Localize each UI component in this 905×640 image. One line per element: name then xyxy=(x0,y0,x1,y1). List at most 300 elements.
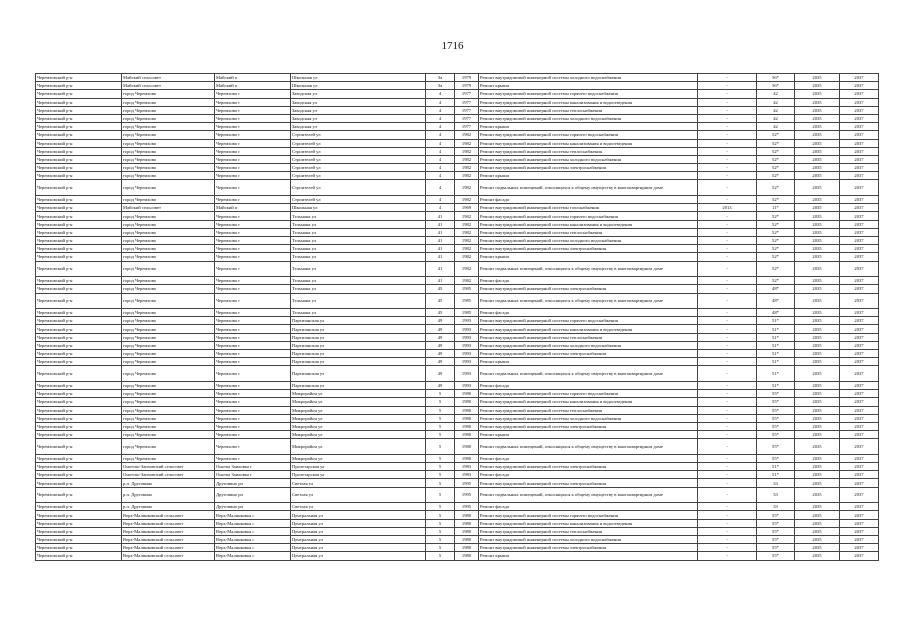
district-cell: Черемховский р-н xyxy=(36,398,122,406)
plan-start-cell: 2035 xyxy=(795,98,840,106)
district-cell: Черемховский р-н xyxy=(36,147,122,155)
table-row xyxy=(36,503,879,511)
settlement-cell: Черемхово г xyxy=(215,236,291,244)
municipality-cell: город Черемхово xyxy=(122,155,215,163)
plan-end-cell: 2037 xyxy=(840,220,879,228)
settlement-cell: Черемхово г xyxy=(215,212,291,220)
street-cell: Тельмана ул xyxy=(291,285,426,293)
last-repair-year-cell: - xyxy=(698,406,757,414)
wear-percent-cell: 11* xyxy=(757,204,795,212)
plan-start-cell: 2035 xyxy=(795,317,840,325)
plan-end-cell: 2037 xyxy=(840,350,879,358)
municipality-cell: город Черемхово xyxy=(122,236,215,244)
house-number-cell: 41 xyxy=(426,253,455,261)
district-cell: Черемховский р-н xyxy=(36,90,122,98)
build-year-cell: 1993 xyxy=(455,350,479,358)
plan-start-cell: 2035 xyxy=(795,147,840,155)
municipality-cell: Онотско-Заиховский сельсовет xyxy=(122,471,215,479)
municipality-cell: город Черемхово xyxy=(122,366,215,382)
street-cell: Микрорайон ул xyxy=(291,439,426,455)
plan-start-cell: 2035 xyxy=(795,309,840,317)
work-type-cell: Ремонт внутридомовой инженерной системы горячего водоснабжения xyxy=(479,511,698,519)
house-number-cell: 5 xyxy=(426,398,455,406)
plan-end-cell: 2037 xyxy=(840,398,879,406)
plan-end-cell: 2037 xyxy=(840,180,879,196)
plan-end-cell: 2037 xyxy=(840,366,879,382)
settlement-cell: Черемхово г xyxy=(215,180,291,196)
plan-start-cell: 2035 xyxy=(795,463,840,471)
build-year-cell: 1995 xyxy=(455,503,479,511)
plan-end-cell: 2037 xyxy=(840,341,879,349)
municipality-cell: город Черемхово xyxy=(122,114,215,122)
last-repair-year-cell: - xyxy=(698,147,757,155)
municipality-cell: р.п. Друговино xyxy=(122,503,215,511)
municipality-cell: город Черемхово xyxy=(122,90,215,98)
settlement-cell: Черемхово г xyxy=(215,293,291,309)
table-row xyxy=(36,114,879,122)
last-repair-year-cell: - xyxy=(698,439,757,455)
street-cell: Микрорайон ул xyxy=(291,414,426,422)
plan-start-cell: 2035 xyxy=(795,431,840,439)
street-cell: Пролетарская ул xyxy=(291,471,426,479)
municipality-cell: город Черемхово xyxy=(122,309,215,317)
build-year-cell: 1993 xyxy=(455,382,479,390)
house-number-cell: 5 xyxy=(426,519,455,527)
plan-end-cell: 2037 xyxy=(840,544,879,552)
wear-percent-cell: 55* xyxy=(757,544,795,552)
municipality-cell: Верх-Малинковский сельсовет xyxy=(122,519,215,527)
last-repair-year-cell: - xyxy=(698,471,757,479)
settlement-cell: Черемхово г xyxy=(215,90,291,98)
plan-start-cell: 2035 xyxy=(795,131,840,139)
plan-end-cell: 2037 xyxy=(840,422,879,430)
wear-percent-cell: 51* xyxy=(757,317,795,325)
district-cell: Черемховский р-н xyxy=(36,245,122,253)
district-cell: Черемховский р-н xyxy=(36,196,122,204)
plan-start-cell: 2035 xyxy=(795,398,840,406)
wear-percent-cell: 52* xyxy=(757,155,795,163)
build-year-cell: 1977 xyxy=(455,123,479,131)
district-cell: Черемховский р-н xyxy=(36,236,122,244)
municipality-cell: город Черемхово xyxy=(122,293,215,309)
table-row xyxy=(36,131,879,139)
district-cell: Черемховский р-н xyxy=(36,253,122,261)
build-year-cell: 1980 xyxy=(455,422,479,430)
house-number-cell: 4 xyxy=(426,196,455,204)
table-row xyxy=(36,204,879,212)
settlement-cell: Черемхово г xyxy=(215,325,291,333)
settlement-cell: Верх-Малинковка с xyxy=(215,511,291,519)
plan-end-cell: 2037 xyxy=(840,228,879,236)
build-year-cell: 1983 xyxy=(455,463,479,471)
table-row xyxy=(36,406,879,414)
plan-start-cell: 2035 xyxy=(795,454,840,462)
work-type-cell: Ремонт подвальных помещений, относящихся к общему имуществу в многоквартирном доме xyxy=(479,439,698,455)
wear-percent-cell: 55* xyxy=(757,527,795,535)
wear-percent-cell: 52* xyxy=(757,228,795,236)
municipality-cell: город Черемхово xyxy=(122,358,215,366)
plan-start-cell: 2035 xyxy=(795,164,840,172)
wear-percent-cell: 52* xyxy=(757,180,795,196)
house-number-cell: 4 xyxy=(426,155,455,163)
wear-percent-cell: 55* xyxy=(757,511,795,519)
work-type-cell: Ремонт внутридомовой инженерной системы электроснабжения xyxy=(479,422,698,430)
plan-end-cell: 2037 xyxy=(840,196,879,204)
district-cell: Черемховский р-н xyxy=(36,114,122,122)
work-type-cell: Ремонт внутридомовой инженерной системы холодного водоснабжения xyxy=(479,536,698,544)
build-year-cell: 1983 xyxy=(455,471,479,479)
street-cell: Центральная ул xyxy=(291,552,426,560)
last-repair-year-cell: - xyxy=(698,114,757,122)
build-year-cell: 1980 xyxy=(455,527,479,535)
plan-end-cell: 2037 xyxy=(840,293,879,309)
municipality-cell: город Черемхово xyxy=(122,220,215,228)
plan-start-cell: 2035 xyxy=(795,341,840,349)
work-type-cell: Ремонт внутридомовой инженерной системы холодного водоснабжения xyxy=(479,414,698,422)
build-year-cell: 1977 xyxy=(455,98,479,106)
build-year-cell: 1982 xyxy=(455,220,479,228)
work-type-cell: Ремонт внутридомовой инженерной системы электроснабжения xyxy=(479,164,698,172)
last-repair-year-cell: - xyxy=(698,74,757,82)
last-repair-year-cell: 2013 xyxy=(698,204,757,212)
house-number-cell: 5 xyxy=(426,422,455,430)
house-number-cell: 5 xyxy=(426,479,455,487)
plan-start-cell: 2035 xyxy=(795,358,840,366)
work-type-cell: Ремонт внутридомовой инженерной системы электроснабжения xyxy=(479,463,698,471)
house-number-cell: 49 xyxy=(426,382,455,390)
last-repair-year-cell: - xyxy=(698,253,757,261)
plan-start-cell: 2035 xyxy=(795,82,840,90)
plan-start-cell: 2035 xyxy=(795,180,840,196)
plan-end-cell: 2037 xyxy=(840,527,879,535)
build-year-cell: 1982 xyxy=(455,228,479,236)
district-cell: Черемховский р-н xyxy=(36,293,122,309)
work-type-cell: Ремонт подвальных помещений, относящихся к общему имуществу в многоквартирном доме xyxy=(479,487,698,503)
work-type-cell: Ремонт подвальных помещений, относящихся к общему имуществу в многоквартирном доме xyxy=(479,261,698,277)
street-cell: Строителей ул xyxy=(291,172,426,180)
district-cell: Черемховский р-н xyxy=(36,439,122,455)
street-cell: Партизанская ул xyxy=(291,366,426,382)
district-cell: Черемховский р-н xyxy=(36,341,122,349)
plan-end-cell: 2037 xyxy=(840,552,879,560)
build-year-cell: 1982 xyxy=(455,164,479,172)
municipality-cell: город Черемхово xyxy=(122,180,215,196)
wear-percent-cell: 42 xyxy=(757,98,795,106)
municipality-cell: город Черемхово xyxy=(122,253,215,261)
work-type-cell: Ремонт внутридомовой инженерной системы горячего водоснабжения xyxy=(479,317,698,325)
plan-start-cell: 2035 xyxy=(795,74,840,82)
table-row xyxy=(36,350,879,358)
district-cell: Черемховский р-н xyxy=(36,106,122,114)
last-repair-year-cell: - xyxy=(698,519,757,527)
plan-end-cell: 2037 xyxy=(840,479,879,487)
plan-start-cell: 2035 xyxy=(795,261,840,277)
district-cell: Черемховский р-н xyxy=(36,511,122,519)
work-type-cell: Ремонт крыши xyxy=(479,172,698,180)
build-year-cell: 1982 xyxy=(455,277,479,285)
last-repair-year-cell: - xyxy=(698,398,757,406)
work-type-cell: Ремонт крыши xyxy=(479,358,698,366)
table-row xyxy=(36,333,879,341)
plan-start-cell: 2035 xyxy=(795,406,840,414)
build-year-cell: 1977 xyxy=(455,90,479,98)
repair-schedule-table xyxy=(35,73,879,561)
table-row xyxy=(36,164,879,172)
table-row xyxy=(36,253,879,261)
plan-start-cell: 2035 xyxy=(795,382,840,390)
street-cell: Микрорайон ул xyxy=(291,454,426,462)
build-year-cell: 1982 xyxy=(455,147,479,155)
table-row xyxy=(36,511,879,519)
table-row xyxy=(36,293,879,309)
build-year-cell: 1979 xyxy=(455,82,479,90)
table-row xyxy=(36,544,879,552)
build-year-cell: 1980 xyxy=(455,390,479,398)
municipality-cell: город Черемхово xyxy=(122,277,215,285)
wear-percent-cell: 55* xyxy=(757,414,795,422)
build-year-cell: 1982 xyxy=(455,212,479,220)
street-cell: Строителей ул xyxy=(291,139,426,147)
last-repair-year-cell: - xyxy=(698,106,757,114)
district-cell: Черемховский р-н xyxy=(36,180,122,196)
street-cell: Тельмана ул xyxy=(291,309,426,317)
house-number-cell: 5 xyxy=(426,454,455,462)
table-row xyxy=(36,463,879,471)
municipality-cell: р.п. Друговино xyxy=(122,479,215,487)
municipality-cell: город Черемхово xyxy=(122,139,215,147)
district-cell: Черемховский р-н xyxy=(36,454,122,462)
district-cell: Черемховский р-н xyxy=(36,317,122,325)
district-cell: Черемховский р-н xyxy=(36,527,122,535)
settlement-cell: Черемхово г xyxy=(215,196,291,204)
settlement-cell: Черемхово г xyxy=(215,155,291,163)
plan-end-cell: 2037 xyxy=(840,82,879,90)
work-type-cell: Ремонт внутридомовой инженерной системы канализования и водоотведения xyxy=(479,98,698,106)
wear-percent-cell: 51* xyxy=(757,382,795,390)
street-cell: Тельмана ул xyxy=(291,220,426,228)
wear-percent-cell: 52* xyxy=(757,245,795,253)
work-type-cell: Ремонт внутридомовой инженерной системы газоснабжения xyxy=(479,204,698,212)
plan-end-cell: 2037 xyxy=(840,261,879,277)
build-year-cell: 1995 xyxy=(455,479,479,487)
municipality-cell: Верх-Малинковский сельсовет xyxy=(122,527,215,535)
plan-end-cell: 2037 xyxy=(840,519,879,527)
wear-percent-cell: 55* xyxy=(757,519,795,527)
last-repair-year-cell: - xyxy=(698,82,757,90)
plan-end-cell: 2037 xyxy=(840,98,879,106)
street-cell: Партизанская ул xyxy=(291,333,426,341)
house-number-cell: 4 xyxy=(426,114,455,122)
settlement-cell: Черемхово г xyxy=(215,454,291,462)
wear-percent-cell: 33 xyxy=(757,487,795,503)
work-type-cell: Ремонт внутридомовой инженерной системы теплоснабжения xyxy=(479,406,698,414)
municipality-cell: город Черемхово xyxy=(122,245,215,253)
build-year-cell: 1980 xyxy=(455,544,479,552)
settlement-cell: Черемхово г xyxy=(215,414,291,422)
plan-start-cell: 2035 xyxy=(795,333,840,341)
work-type-cell: Ремонт внутридомовой инженерной системы электроснабжения xyxy=(479,544,698,552)
table-row xyxy=(36,414,879,422)
last-repair-year-cell: - xyxy=(698,90,757,98)
work-type-cell: Ремонт внутридомовой инженерной системы холодного водоснабжения xyxy=(479,114,698,122)
plan-start-cell: 2035 xyxy=(795,422,840,430)
district-cell: Черемховский р-н xyxy=(36,366,122,382)
plan-end-cell: 2037 xyxy=(840,253,879,261)
work-type-cell: Ремонт внутридомовой инженерной системы электроснабжения xyxy=(479,245,698,253)
wear-percent-cell: 55* xyxy=(757,398,795,406)
work-type-cell: Ремонт фасада xyxy=(479,454,698,462)
house-number-cell: 4 xyxy=(426,180,455,196)
last-repair-year-cell: - xyxy=(698,164,757,172)
build-year-cell: 1980 xyxy=(455,536,479,544)
work-type-cell: Ремонт внутридомовой инженерной системы канализования и водоотведения xyxy=(479,519,698,527)
work-type-cell: Ремонт внутридомовой инженерной системы электроснабжения xyxy=(479,479,698,487)
district-cell: Черемховский р-н xyxy=(36,333,122,341)
plan-start-cell: 2035 xyxy=(795,90,840,98)
wear-percent-cell: 55* xyxy=(757,552,795,560)
settlement-cell: Верх-Малинковка с xyxy=(215,552,291,560)
house-number-cell: 49 xyxy=(426,358,455,366)
build-year-cell: 1969 xyxy=(455,204,479,212)
street-cell: Тельмана ул xyxy=(291,245,426,253)
wear-percent-cell: 42 xyxy=(757,123,795,131)
build-year-cell: 1977 xyxy=(455,114,479,122)
table-row xyxy=(36,90,879,98)
wear-percent-cell: 52* xyxy=(757,220,795,228)
district-cell: Черемховский р-н xyxy=(36,139,122,147)
wear-percent-cell: 52* xyxy=(757,172,795,180)
street-cell: Партизанская ул xyxy=(291,358,426,366)
plan-start-cell: 2035 xyxy=(795,123,840,131)
last-repair-year-cell: - xyxy=(698,131,757,139)
settlement-cell: Черемхово г xyxy=(215,439,291,455)
district-cell: Черемховский р-н xyxy=(36,536,122,544)
street-cell: Заводская ул xyxy=(291,123,426,131)
plan-start-cell: 2035 xyxy=(795,519,840,527)
build-year-cell: 1985 xyxy=(455,293,479,309)
work-type-cell: Ремонт внутридомовой инженерной системы теплоснабжения xyxy=(479,147,698,155)
municipality-cell: город Черемхово xyxy=(122,414,215,422)
table-row xyxy=(36,212,879,220)
work-type-cell: Ремонт внутридомовой инженерной системы холодного водоснабжения xyxy=(479,74,698,82)
work-type-cell: Ремонт подвальных помещений, относящихся к общему имуществу в многоквартирном доме xyxy=(479,366,698,382)
wear-percent-cell: 56* xyxy=(757,82,795,90)
plan-end-cell: 2037 xyxy=(840,164,879,172)
build-year-cell: 1993 xyxy=(455,333,479,341)
municipality-cell: город Черемхово xyxy=(122,196,215,204)
work-type-cell: Ремонт внутридомовой инженерной системы канализования и водоотведения xyxy=(479,325,698,333)
settlement-cell: Черемхово г xyxy=(215,341,291,349)
table-row xyxy=(36,317,879,325)
municipality-cell: город Черемхово xyxy=(122,164,215,172)
last-repair-year-cell: - xyxy=(698,341,757,349)
plan-start-cell: 2035 xyxy=(795,325,840,333)
build-year-cell: 1980 xyxy=(455,431,479,439)
house-number-cell: 4 xyxy=(426,164,455,172)
municipality-cell: Майский сельсовет xyxy=(122,204,215,212)
table-row xyxy=(36,390,879,398)
street-cell: Школьная ул xyxy=(291,82,426,90)
last-repair-year-cell: - xyxy=(698,196,757,204)
plan-end-cell: 2037 xyxy=(840,172,879,180)
house-number-cell: 41 xyxy=(426,261,455,277)
street-cell: Партизанская ул xyxy=(291,317,426,325)
build-year-cell: 1980 xyxy=(455,398,479,406)
last-repair-year-cell: - xyxy=(698,431,757,439)
street-cell: Партизанская ул xyxy=(291,382,426,390)
house-number-cell: 5 xyxy=(426,544,455,552)
work-type-cell: Ремонт подвальных помещений, относящихся к общему имуществу в многоквартирном доме xyxy=(479,293,698,309)
plan-end-cell: 2037 xyxy=(840,333,879,341)
wear-percent-cell: 51* xyxy=(757,366,795,382)
municipality-cell: город Черемхово xyxy=(122,431,215,439)
wear-percent-cell: 42 xyxy=(757,114,795,122)
plan-end-cell: 2037 xyxy=(840,511,879,519)
house-number-cell: 4 xyxy=(426,106,455,114)
table-row xyxy=(36,139,879,147)
house-number-cell: 41 xyxy=(426,228,455,236)
build-year-cell: 1977 xyxy=(455,106,479,114)
last-repair-year-cell: - xyxy=(698,382,757,390)
street-cell: Центральная ул xyxy=(291,544,426,552)
municipality-cell: город Черемхово xyxy=(122,350,215,358)
municipality-cell: Верх-Малинковский сельсовет xyxy=(122,544,215,552)
work-type-cell: Ремонт внутридомовой инженерной системы горячего водоснабжения xyxy=(479,90,698,98)
table-row xyxy=(36,285,879,293)
house-number-cell: 5 xyxy=(426,552,455,560)
wear-percent-cell: 48* xyxy=(757,285,795,293)
last-repair-year-cell: - xyxy=(698,220,757,228)
build-year-cell: 1980 xyxy=(455,454,479,462)
table-row xyxy=(36,479,879,487)
wear-percent-cell: 52* xyxy=(757,147,795,155)
wear-percent-cell: 55* xyxy=(757,390,795,398)
build-year-cell: 1982 xyxy=(455,172,479,180)
municipality-cell: город Черемхово xyxy=(122,454,215,462)
last-repair-year-cell: - xyxy=(698,358,757,366)
street-cell: Строителей ул xyxy=(291,147,426,155)
last-repair-year-cell: - xyxy=(698,536,757,544)
plan-start-cell: 2035 xyxy=(795,471,840,479)
wear-percent-cell: 51* xyxy=(757,333,795,341)
street-cell: Строителей ул xyxy=(291,131,426,139)
build-year-cell: 1982 xyxy=(455,253,479,261)
work-type-cell: Ремонт внутридомовой инженерной системы холодного водоснабжения xyxy=(479,341,698,349)
work-type-cell: Ремонт крыши xyxy=(479,82,698,90)
plan-start-cell: 2035 xyxy=(795,196,840,204)
last-repair-year-cell: - xyxy=(698,317,757,325)
street-cell: Тельмана ул xyxy=(291,261,426,277)
work-type-cell: Ремонт фасада xyxy=(479,277,698,285)
plan-end-cell: 2037 xyxy=(840,431,879,439)
street-cell: Строителей ул xyxy=(291,155,426,163)
district-cell: Черемховский р-н xyxy=(36,155,122,163)
street-cell: Тельмана ул xyxy=(291,253,426,261)
plan-end-cell: 2037 xyxy=(840,106,879,114)
build-year-cell: 1980 xyxy=(455,414,479,422)
house-number-cell: 41 xyxy=(426,220,455,228)
plan-start-cell: 2035 xyxy=(795,390,840,398)
house-number-cell: 5 xyxy=(426,511,455,519)
settlement-cell: Черемхово г xyxy=(215,382,291,390)
table-row xyxy=(36,172,879,180)
house-number-cell: 4 xyxy=(426,172,455,180)
last-repair-year-cell: - xyxy=(698,552,757,560)
district-cell: Черемховский р-н xyxy=(36,172,122,180)
table-row xyxy=(36,366,879,382)
work-type-cell: Ремонт фасада xyxy=(479,196,698,204)
wear-percent-cell: 51* xyxy=(757,341,795,349)
